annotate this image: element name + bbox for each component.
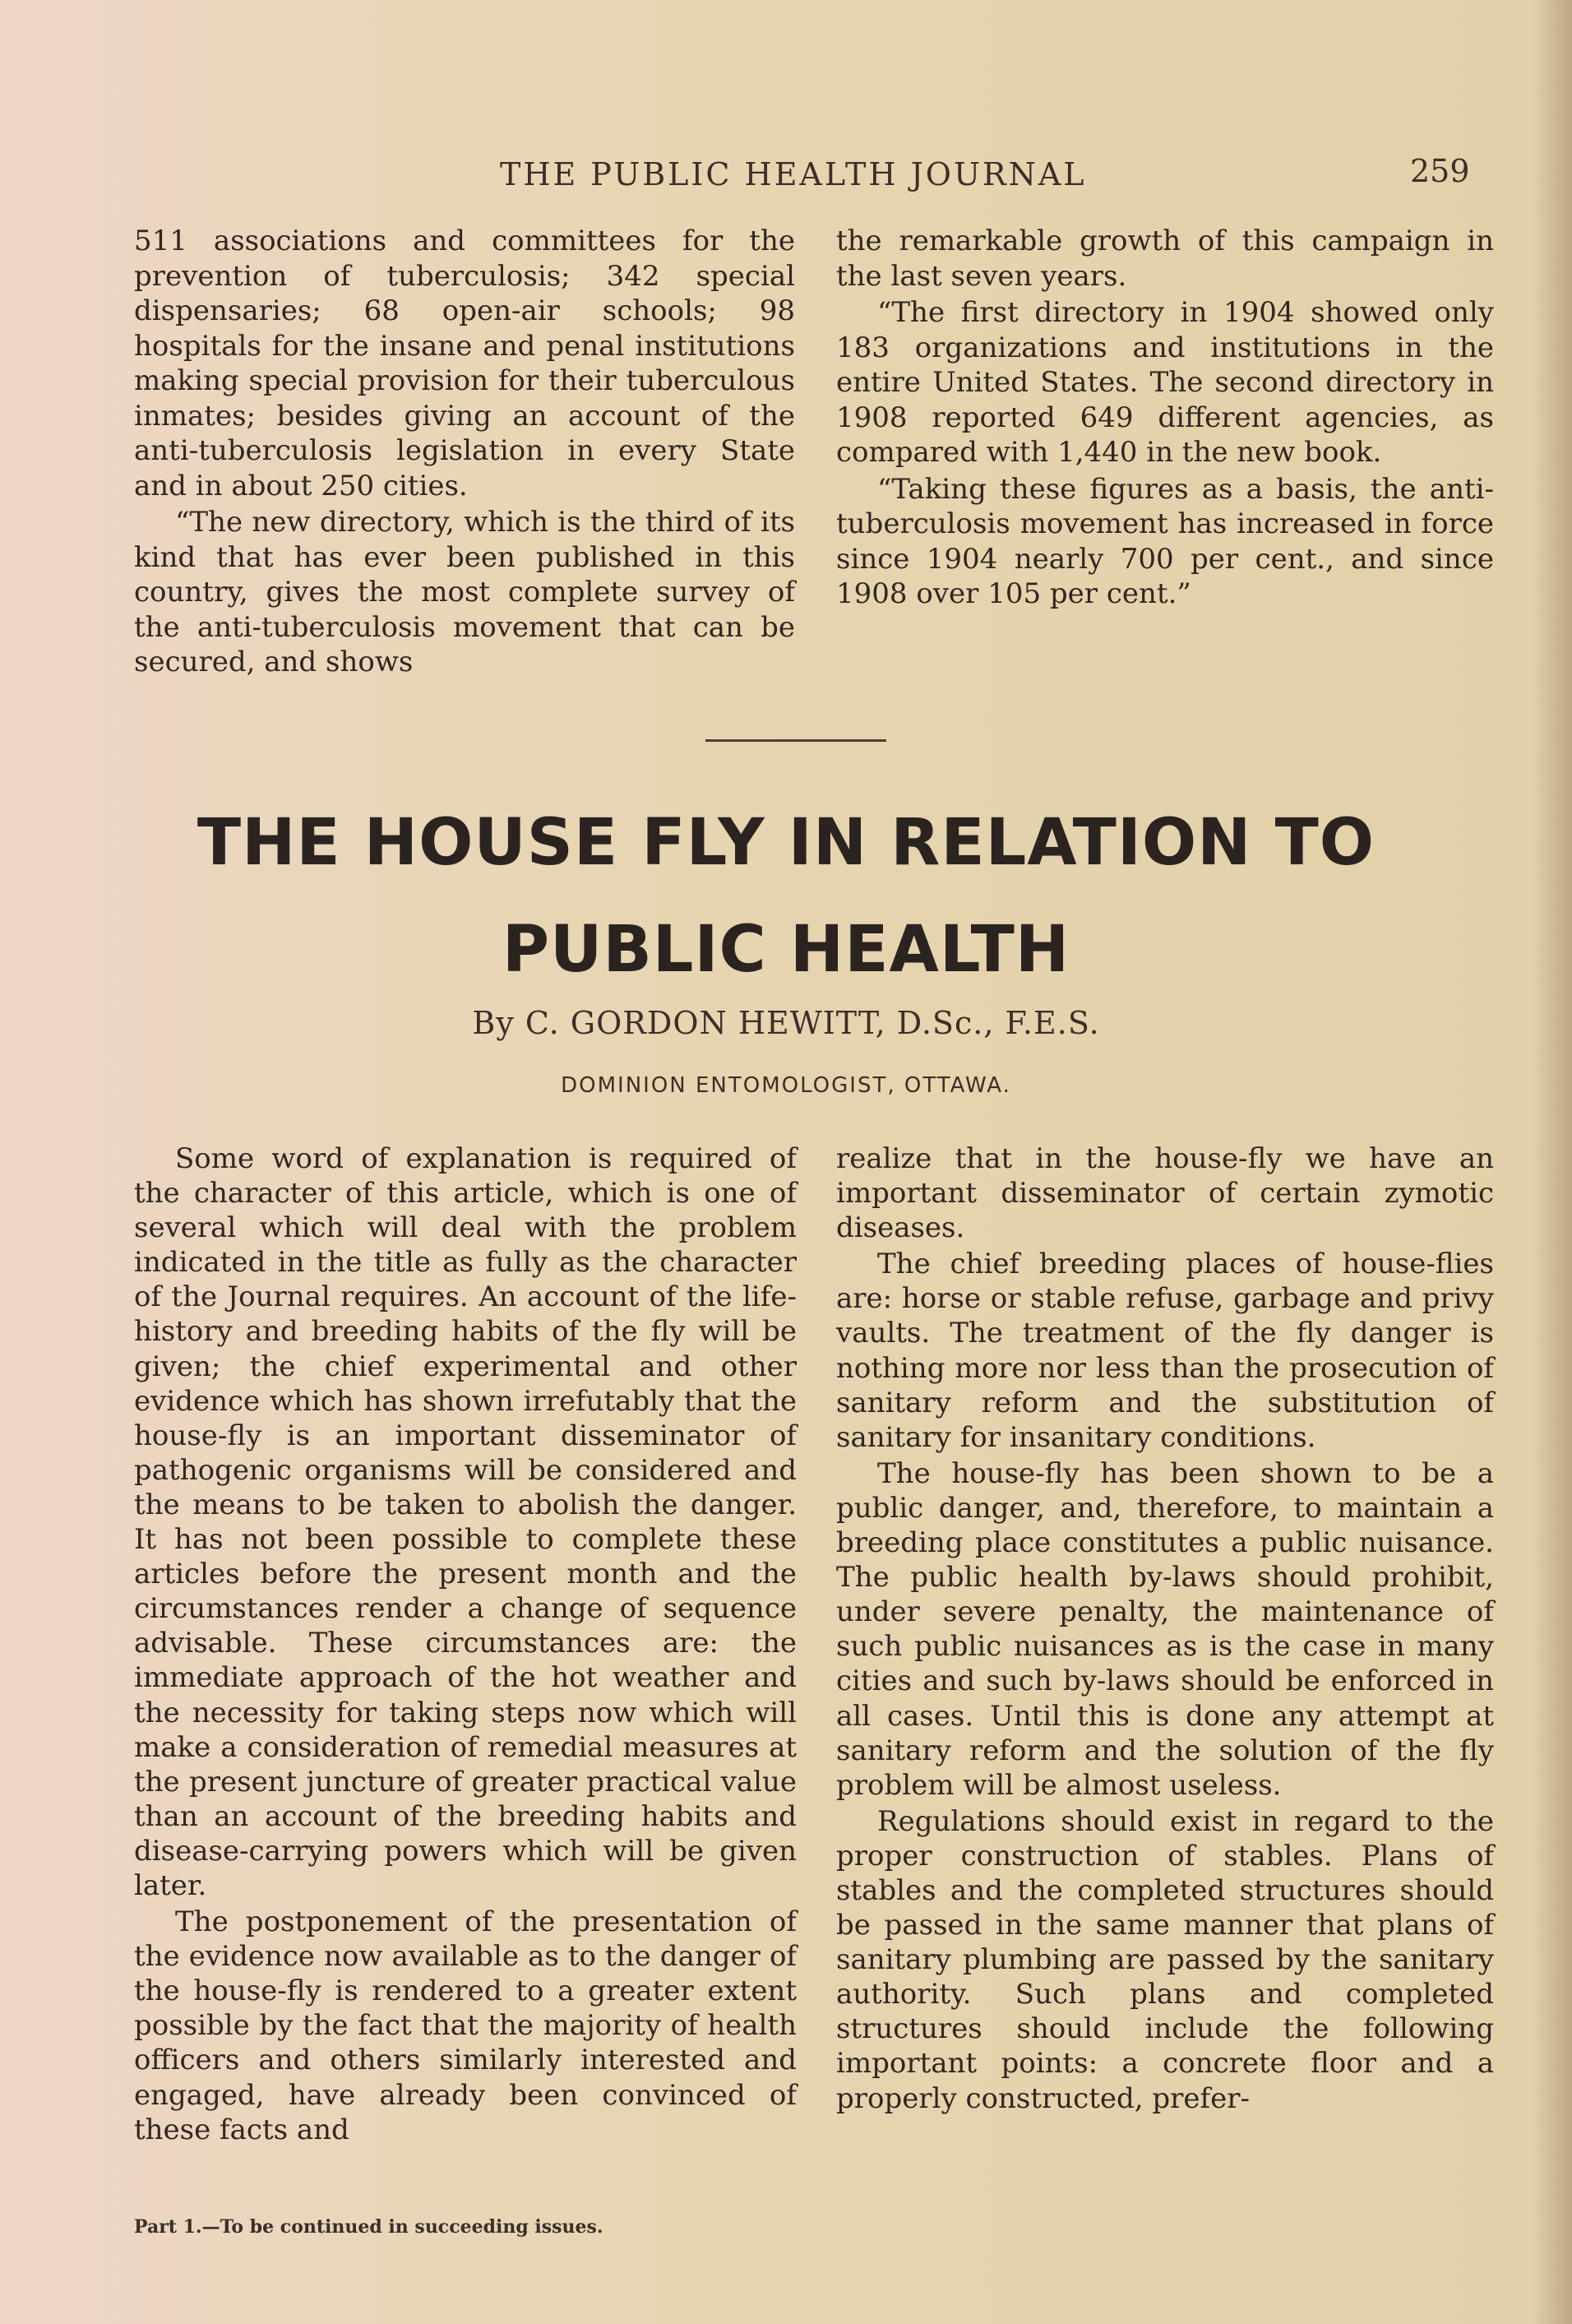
paragraph: realize that in the house-fly we have an important disseminator of certain zymotic diseases. bbox=[836, 1142, 1494, 1245]
paragraph: The house-fly has been shown to be a public danger, and, therefore, to maintain a breeding place constitutes a public nuisance. The public health by-laws should prohibit, under severe penalty, the maintenance of such public nuisances as is the case in many cities and such by-laws should be enforced in all cases. Until this is done any attempt at sanitary reform and the solution of the fly problem will be almost useless. bbox=[836, 1456, 1494, 1802]
article-title bbox=[0, 789, 1572, 1003]
article-left-column bbox=[134, 1141, 797, 2147]
paragraph: 511 associations and committees for the prevention of tuberculosis; 342 special dispensaries; 68 open-air schools; 98 hospitals for the insane and penal institutions making special provision for their tuberculous inmates; besides giving an account of the anti-tuberculosis legislation in every State and in about 250 cities. bbox=[134, 225, 795, 502]
running-header bbox=[0, 150, 1572, 199]
footnote: Part 1.—To be continued in succeeding issues. bbox=[134, 2216, 603, 2238]
continued-article-left-column bbox=[134, 224, 795, 680]
paragraph: “The new directory, which is the third of its kind that has ever been published in this country, gives the most complete survey of the anti-tuberculosis movement that can be secured, and shows bbox=[134, 506, 795, 678]
author-byline: By C. GORDON HEWITT, D.Sc., F.E.S. bbox=[472, 1005, 1100, 1041]
paragraph: “The first directory in 1904 showed only 183 organizations and institutions in the entire United States. The second directory in 1908 reported 649 different agencies, as compared with 1,440 in the new book. bbox=[836, 296, 1494, 469]
paragraph: Some word of explanation is required of the character of this article, which is one of several which will deal with the problem indicated in the title as fully as the character of the Journal requires. An account of the life-history and breeding habits of the fly will be given; the chief experimental and other evidence which has shown irrefutably that the house-fly is an important disseminator of pathogenic organisms will be considered and the means to be taken to abolish the danger. It has not been possible to complete these articles before the present month and the circumstances render a change of sequence advisable. These circumstances are: the immediate approach of the hot weather and the necessity for taking steps now which will make a consideration of remedial measures at the present juncture of greater practical value than an account of the breeding habits and disease-carrying powers which will be given later. bbox=[134, 1142, 797, 1902]
page-number: 259 bbox=[1410, 153, 1470, 189]
article-title-line: THE HOUSE FLY IN RELATION TO bbox=[196, 806, 1376, 880]
paragraph: the remarkable growth of this campaign in the last seven years. bbox=[836, 225, 1494, 293]
paragraph: The chief breeding places of house-flies are: horse or stable refuse, garbage and privy vaults. The treatment of the fly danger is nothing more nor less than the prosecution of sanitary reform and the substitution of sanitary for insanitary conditions. bbox=[836, 1248, 1494, 1454]
paragraph: The postponement of the presentation of the evidence now available as to the danger of the house-fly is rendered to a greater extent possible by the fact that the majority of health officers and others similarly interested and engaged, have already been convinced of these facts and bbox=[134, 1905, 797, 2146]
continued-article-right-column bbox=[836, 224, 1494, 612]
section-divider bbox=[705, 739, 886, 742]
author-affiliation: DOMINION ENTOMOLOGIST, OTTAWA. bbox=[561, 1073, 1011, 1098]
paragraph: Regulations should exist in regard to the proper construction of stables. Plans of stables and the completed structures should be passed in the same manner that plans of sanitary plumbing are passed by the sanitary authority. Such plans and completed structures should include the following important points: a concrete floor and a properly constructed, prefer- bbox=[836, 1804, 1494, 2115]
article-title-line: PUBLIC HEALTH bbox=[502, 913, 1070, 987]
article-right-column bbox=[836, 1141, 1494, 2116]
journal-title: THE PUBLIC HEALTH JOURNAL bbox=[500, 156, 1087, 192]
paragraph: “Taking these figures as a basis, the anti-tuberculosis movement has increased in force since 1904 nearly 700 per cent., and since 1908 over 105 per cent.” bbox=[836, 472, 1494, 610]
